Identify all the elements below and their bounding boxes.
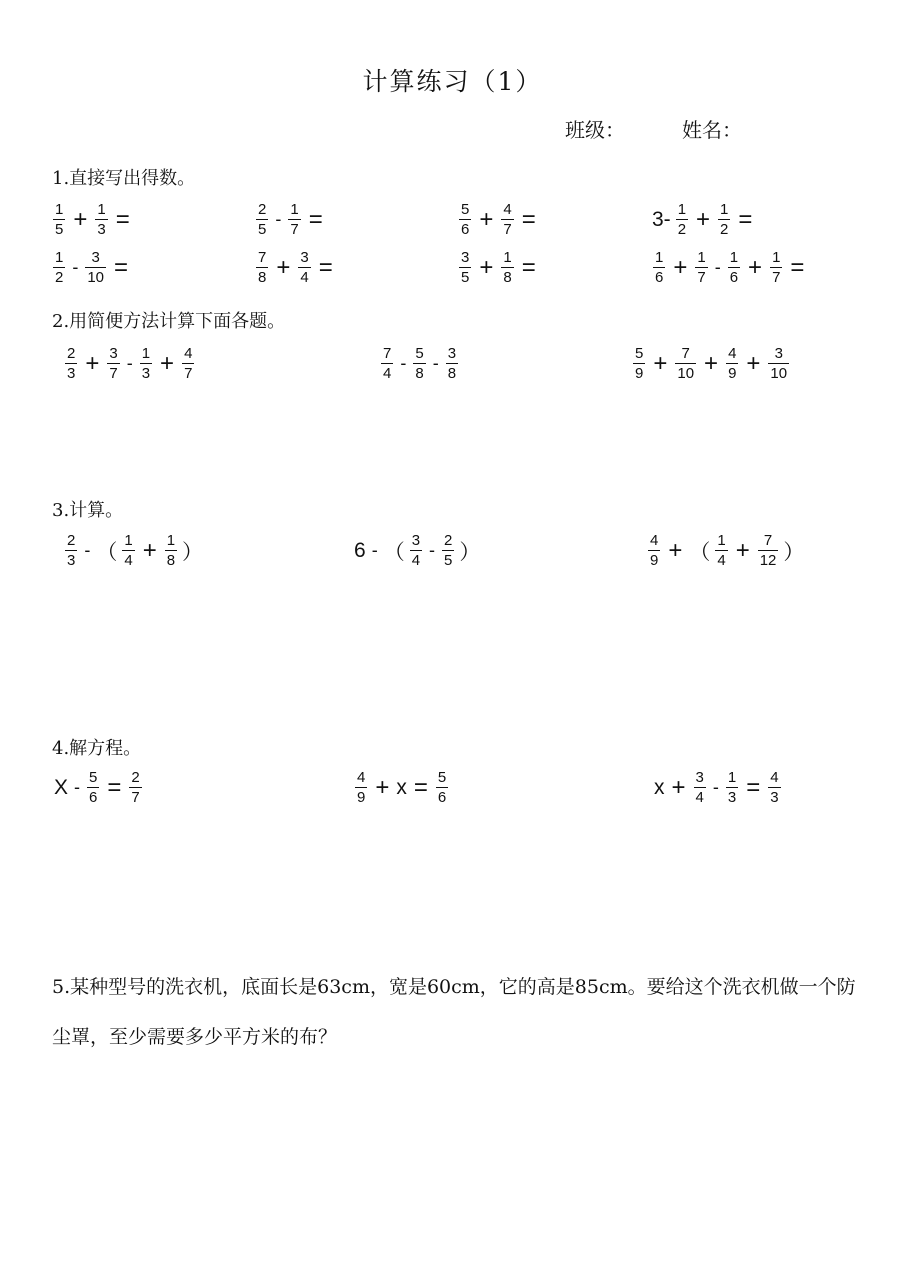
operator: + bbox=[748, 253, 763, 281]
operator: - bbox=[400, 353, 407, 373]
fraction-numerator: 4 bbox=[184, 345, 193, 362]
fraction-denominator: 6 bbox=[461, 221, 470, 238]
fraction-denominator: 7 bbox=[184, 365, 193, 382]
fraction bbox=[718, 200, 730, 239]
operator: + bbox=[160, 349, 175, 377]
fraction-denominator: 7 bbox=[109, 365, 118, 382]
fraction-denominator: 10 bbox=[87, 269, 105, 286]
fraction bbox=[758, 531, 779, 570]
expression-text: ） bbox=[182, 540, 204, 564]
operator: + bbox=[735, 536, 750, 564]
operator: - bbox=[432, 353, 439, 373]
fraction-numerator: 3 bbox=[461, 249, 470, 266]
fraction-denominator: 3 bbox=[727, 789, 737, 806]
fraction-denominator: 4 bbox=[383, 365, 392, 382]
operator: + bbox=[696, 205, 711, 233]
fraction bbox=[676, 200, 688, 239]
expression-text: ） bbox=[783, 540, 805, 564]
fraction bbox=[436, 768, 448, 807]
fraction-denominator: 6 bbox=[437, 789, 447, 806]
fraction bbox=[65, 344, 77, 383]
operator: - bbox=[84, 540, 91, 560]
s2-item-3 bbox=[630, 344, 792, 383]
fraction-numerator: 2 bbox=[67, 345, 76, 362]
fraction bbox=[675, 344, 696, 383]
s1-item-8 bbox=[650, 248, 809, 287]
s4-item-2 bbox=[352, 768, 451, 807]
operator: + bbox=[375, 773, 390, 801]
fraction-denominator: 12 bbox=[759, 552, 777, 569]
fraction-denominator: 2 bbox=[720, 221, 729, 238]
s3-item-2 bbox=[352, 531, 482, 570]
s3-item-1 bbox=[62, 531, 205, 570]
operator: + bbox=[653, 349, 668, 377]
fraction-denominator: 7 bbox=[697, 269, 706, 286]
s1-item-4 bbox=[650, 200, 757, 239]
fraction-numerator: 1 bbox=[55, 201, 64, 218]
fraction-numerator: 5 bbox=[415, 345, 424, 362]
expression-text: （ bbox=[383, 540, 405, 564]
s1-item-2 bbox=[253, 200, 328, 239]
fraction-numerator: 5 bbox=[89, 769, 98, 786]
fraction-numerator: 1 bbox=[166, 532, 176, 549]
s1-item-3 bbox=[456, 200, 541, 239]
operator: + bbox=[673, 253, 688, 281]
operator: = bbox=[521, 253, 536, 281]
class-label: 班级： bbox=[565, 118, 625, 142]
fraction-numerator: 3 bbox=[411, 532, 421, 549]
fraction-numerator: 3 bbox=[109, 345, 118, 362]
fraction-denominator: 6 bbox=[729, 269, 739, 286]
fraction-numerator: 1 bbox=[677, 201, 687, 218]
fraction bbox=[381, 344, 393, 383]
operator: - bbox=[429, 540, 436, 560]
fraction-numerator: 5 bbox=[461, 201, 470, 218]
fraction-denominator: 4 bbox=[124, 552, 133, 569]
section-3-heading: 3.计算。 bbox=[52, 500, 124, 521]
operator: = bbox=[738, 205, 753, 233]
fraction bbox=[648, 531, 660, 570]
fraction-numerator: 3 bbox=[695, 769, 704, 786]
section-4-heading: 4.解方程。 bbox=[52, 738, 142, 759]
fraction-numerator: 1 bbox=[729, 249, 739, 266]
expression-text: （ bbox=[689, 540, 711, 564]
fraction-denominator: 7 bbox=[131, 789, 140, 806]
fraction-denominator: 7 bbox=[290, 221, 299, 238]
expression-text: （ bbox=[96, 540, 118, 564]
fraction-denominator: 3 bbox=[67, 552, 76, 569]
fraction-denominator: 4 bbox=[411, 552, 421, 569]
operator: - bbox=[714, 257, 721, 277]
fraction-denominator: 8 bbox=[415, 365, 424, 382]
s2-item-2 bbox=[378, 344, 461, 383]
fraction-numerator: 7 bbox=[383, 345, 392, 362]
operator: = bbox=[115, 205, 130, 233]
fraction-numerator: 1 bbox=[290, 201, 299, 218]
name-label: 姓名： bbox=[682, 118, 742, 142]
operator: - bbox=[72, 257, 79, 277]
operator: - bbox=[275, 209, 282, 229]
fraction-denominator: 4 bbox=[300, 269, 309, 286]
fraction bbox=[122, 531, 134, 570]
fraction-denominator: 2 bbox=[55, 269, 64, 286]
operator: = bbox=[107, 773, 122, 801]
fraction bbox=[182, 344, 194, 383]
fraction-numerator: 1 bbox=[97, 201, 106, 218]
fraction-numerator: 3 bbox=[91, 249, 100, 266]
operator: + bbox=[479, 253, 494, 281]
fraction bbox=[728, 248, 740, 287]
fraction-numerator: 2 bbox=[258, 201, 267, 218]
fraction bbox=[715, 531, 727, 570]
fraction bbox=[410, 531, 422, 570]
fraction bbox=[355, 768, 367, 807]
fraction-numerator: 1 bbox=[55, 249, 64, 266]
fraction bbox=[768, 344, 789, 383]
fraction bbox=[140, 344, 152, 383]
expression-text: x bbox=[654, 775, 665, 799]
operator: = bbox=[308, 205, 323, 233]
s1-item-1 bbox=[50, 200, 135, 239]
fraction bbox=[726, 344, 738, 383]
section-2-heading: 2.用简便方法计算下面各题。 bbox=[52, 311, 286, 332]
fraction-numerator: 1 bbox=[717, 532, 726, 549]
fraction-denominator: 8 bbox=[447, 365, 457, 382]
fraction-denominator: 5 bbox=[258, 221, 267, 238]
fraction-numerator: 4 bbox=[770, 769, 779, 786]
fraction bbox=[695, 248, 707, 287]
expression-text: ） bbox=[459, 540, 481, 564]
fraction-denominator: 9 bbox=[728, 365, 737, 382]
fraction bbox=[85, 248, 106, 287]
fraction-denominator: 3 bbox=[141, 365, 151, 382]
fraction-numerator: 2 bbox=[131, 769, 140, 786]
operator: + bbox=[276, 253, 291, 281]
fraction-denominator: 5 bbox=[461, 269, 470, 286]
fraction-numerator: 7 bbox=[681, 345, 690, 362]
fraction bbox=[653, 248, 665, 287]
expression-text: x bbox=[396, 775, 407, 799]
fraction bbox=[413, 344, 425, 383]
fraction-numerator: 1 bbox=[124, 532, 133, 549]
operator: = bbox=[790, 253, 805, 281]
fraction-numerator: 1 bbox=[772, 249, 781, 266]
fraction bbox=[633, 344, 645, 383]
operator: = bbox=[521, 205, 536, 233]
fraction-denominator: 9 bbox=[635, 365, 644, 382]
operator: = bbox=[413, 773, 428, 801]
fraction-numerator: 2 bbox=[67, 532, 76, 549]
fraction-denominator: 5 bbox=[55, 221, 64, 238]
fraction-numerator: 1 bbox=[727, 769, 737, 786]
operator: = bbox=[318, 253, 333, 281]
operator: + bbox=[479, 205, 494, 233]
operator: = bbox=[114, 253, 129, 281]
fraction-denominator: 4 bbox=[695, 789, 704, 806]
fraction-numerator: 1 bbox=[697, 249, 706, 266]
s4-item-1 bbox=[52, 768, 145, 807]
fraction bbox=[459, 248, 471, 287]
fraction-denominator: 8 bbox=[258, 269, 267, 286]
operator: = bbox=[746, 773, 761, 801]
fraction-denominator: 7 bbox=[503, 221, 512, 238]
page-title: 计算练习（1） bbox=[362, 67, 543, 96]
fraction-numerator: 4 bbox=[503, 201, 512, 218]
operator: - bbox=[126, 353, 133, 373]
fraction-denominator: 7 bbox=[772, 269, 781, 286]
fraction-numerator: 5 bbox=[437, 769, 447, 786]
section-1-heading: 1.直接写出得数。 bbox=[52, 168, 196, 189]
fraction bbox=[65, 531, 77, 570]
fraction-denominator: 6 bbox=[89, 789, 98, 806]
expression-text: 3- bbox=[652, 207, 671, 231]
fraction-numerator: 1 bbox=[503, 249, 512, 266]
fraction bbox=[107, 344, 119, 383]
fraction-numerator: 3 bbox=[774, 345, 783, 362]
fraction bbox=[129, 768, 141, 807]
fraction bbox=[459, 200, 471, 239]
fraction bbox=[87, 768, 99, 807]
expression-text: X bbox=[54, 775, 69, 799]
fraction-denominator: 3 bbox=[67, 365, 76, 382]
fraction-denominator: 10 bbox=[770, 365, 788, 382]
fraction-numerator: 4 bbox=[650, 532, 659, 549]
fraction bbox=[501, 248, 513, 287]
s1-item-7 bbox=[456, 248, 541, 287]
fraction bbox=[53, 200, 65, 239]
fraction bbox=[768, 768, 780, 807]
operator: + bbox=[668, 536, 683, 564]
operator: + bbox=[671, 773, 686, 801]
fraction-denominator: 3 bbox=[97, 221, 106, 238]
fraction-denominator: 9 bbox=[650, 552, 659, 569]
operator: + bbox=[73, 205, 88, 233]
s1-item-6 bbox=[253, 248, 338, 287]
fraction-denominator: 3 bbox=[770, 789, 779, 806]
fraction-numerator: 1 bbox=[141, 345, 151, 362]
operator: + bbox=[142, 536, 157, 564]
operator: + bbox=[746, 349, 761, 377]
fraction bbox=[501, 200, 513, 239]
fraction-numerator: 5 bbox=[635, 345, 644, 362]
fraction-denominator: 8 bbox=[166, 552, 176, 569]
s2-item-1 bbox=[62, 344, 197, 383]
fraction-denominator: 6 bbox=[655, 269, 664, 286]
fraction-numerator: 7 bbox=[258, 249, 267, 266]
s3-item-3 bbox=[645, 531, 806, 570]
s1-item-5 bbox=[50, 248, 133, 287]
fraction-denominator: 8 bbox=[503, 269, 512, 286]
fraction bbox=[256, 200, 268, 239]
fraction-numerator: 3 bbox=[300, 249, 309, 266]
fraction bbox=[288, 200, 300, 239]
operator: - bbox=[371, 540, 378, 560]
operator: + bbox=[704, 349, 719, 377]
fraction bbox=[694, 768, 706, 807]
fraction-numerator: 1 bbox=[655, 249, 664, 266]
fraction-denominator: 2 bbox=[677, 221, 687, 238]
fraction-numerator: 7 bbox=[763, 532, 773, 549]
fraction-denominator: 5 bbox=[444, 552, 453, 569]
fraction-numerator: 1 bbox=[720, 201, 729, 218]
operator: + bbox=[85, 349, 100, 377]
fraction bbox=[298, 248, 310, 287]
fraction-denominator: 9 bbox=[357, 789, 366, 806]
fraction bbox=[446, 344, 458, 383]
fraction-numerator: 4 bbox=[728, 345, 737, 362]
fraction bbox=[726, 768, 738, 807]
fraction-numerator: 3 bbox=[447, 345, 457, 362]
fraction-numerator: 4 bbox=[357, 769, 366, 786]
fraction bbox=[165, 531, 177, 570]
operator: - bbox=[74, 777, 81, 797]
s4-item-3 bbox=[652, 768, 784, 807]
expression-text: 6 bbox=[354, 538, 366, 562]
fraction bbox=[770, 248, 782, 287]
fraction bbox=[256, 248, 268, 287]
section-5-question: 5.某种型号的洗衣机，底面长是63cm，宽是60cm，它的高是85cm。要给这个洗衣机做一个防尘罩，至少需要多少平方米的布？ bbox=[52, 976, 856, 1048]
fraction-denominator: 4 bbox=[717, 552, 726, 569]
fraction bbox=[95, 200, 107, 239]
fraction-denominator: 10 bbox=[677, 365, 695, 382]
fraction bbox=[53, 248, 65, 287]
fraction bbox=[442, 531, 454, 570]
fraction-numerator: 2 bbox=[444, 532, 453, 549]
operator: - bbox=[712, 777, 719, 797]
